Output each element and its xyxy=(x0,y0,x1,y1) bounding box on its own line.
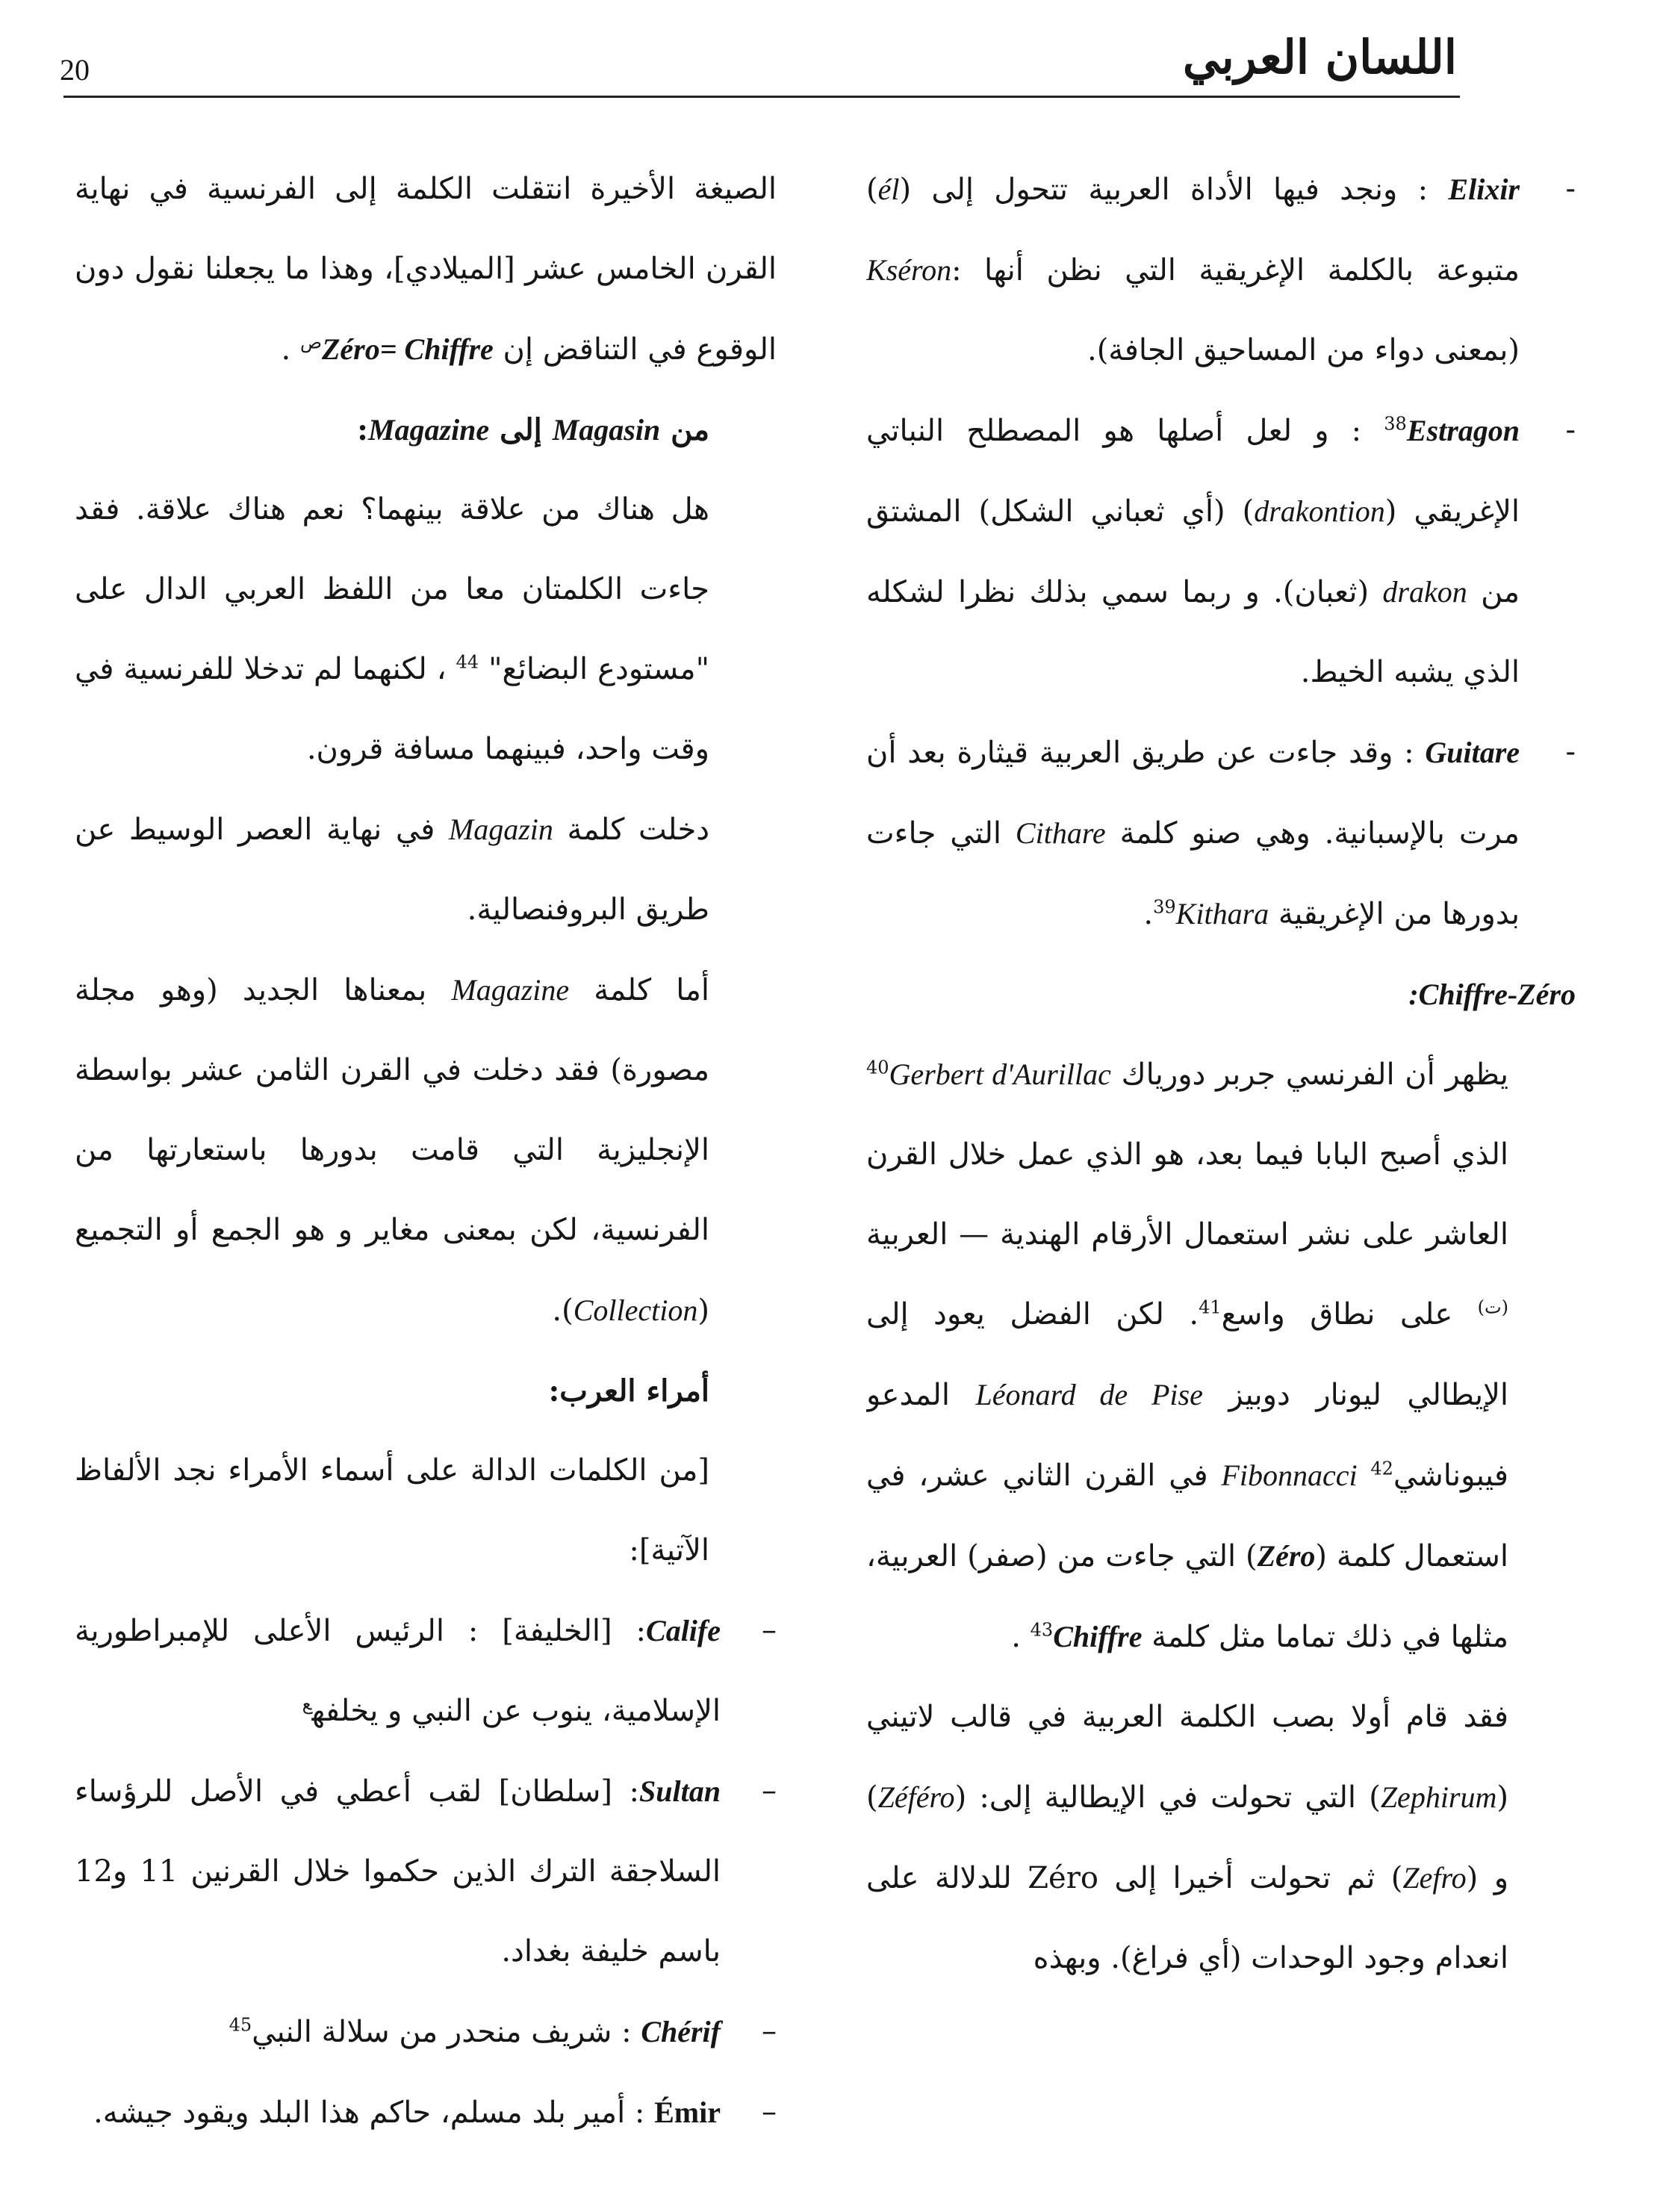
term-leonard: Léonard de Pise xyxy=(975,1378,1203,1411)
entry-elixir xyxy=(866,149,1576,391)
term-zefero: Zéféro xyxy=(877,1780,955,1814)
entry-emir xyxy=(75,2072,777,2153)
footnote-mark: ع xyxy=(302,1693,312,1715)
entry-text: ) متبوعة بالكلمة الإغريقية التي نظن أنها : xyxy=(866,173,1520,288)
footnote-ref: 40 xyxy=(866,1057,889,1078)
term-magazin: Magazin xyxy=(448,813,553,846)
entry-text: : شريف منحدر من سلالة النبي xyxy=(252,2015,641,2049)
page-number: 20 xyxy=(60,53,90,87)
paragraph-relation xyxy=(75,470,777,789)
term-fibonnacci: Fibonnacci xyxy=(1221,1458,1358,1492)
list-dash: - xyxy=(1565,172,1576,206)
paragraph-text: . لكن الفضل يعود إلى الإيطالي ليونار دوبيز xyxy=(866,1297,1508,1412)
term-drakontion: drakontion xyxy=(1254,494,1385,528)
term-cithare: Cithare xyxy=(1015,816,1106,850)
section-heading-magasin xyxy=(75,390,777,470)
paragraph-text: يظهر أن الفرنسي جربر دورياك xyxy=(1110,1057,1508,1092)
term-kseron: Kséron xyxy=(866,253,952,287)
list-dash: - xyxy=(1565,735,1576,769)
entry-text: : [الخليفة] : الرئيس الأعلى للإمبراطورية الإسلامية، ينوب عن النبي و يخلفه xyxy=(75,1614,721,1728)
paragraph-text: ) التي تحولت في الإيطالية إلى: ( xyxy=(954,1780,1381,1815)
term-elixir: Elixir xyxy=(1448,173,1520,206)
entry-text: : و لعل أصلها هو المصطلح النباتي الإغريقي ( xyxy=(866,414,1520,529)
paragraph-text: ، لكنهما لم تدخلا للفرنسية في وقت واحد، فبينهما مسافة قرون. xyxy=(75,652,709,766)
paragraph-text: . xyxy=(281,332,300,367)
section-heading-chiffre-zero xyxy=(866,954,1576,1034)
paragraph-zephirum xyxy=(866,1677,1576,1998)
footnote-ref: 43 xyxy=(1030,1619,1054,1641)
list-dash: – xyxy=(762,1613,777,1647)
entry-text: (بمعنى دواء من المساحيق الجافة). xyxy=(1087,333,1520,367)
term-zephirum: Zephirum xyxy=(1380,1780,1497,1814)
paragraph-text: الصيغة الأخيرة انتقلت الكلمة إلى الفرنسية في نهاية القرن الخامس عشر [الميلادي]، وهذا ما يجعلنا نقول دون الوقوع في التناقض إن xyxy=(75,172,777,367)
entry-text: : أمير بلد مسلم، حاكم هذا البلد ويقود جيشه. xyxy=(93,2096,655,2130)
paragraph-continuation xyxy=(75,149,777,390)
footnote-ref: 39 xyxy=(1153,896,1176,918)
paragraph-text: . xyxy=(1011,1620,1031,1654)
term-formula: Zéro= Chiffre xyxy=(321,332,494,366)
paragraph-text: في القرن الثاني عشر، في استعمال كلمة ( xyxy=(866,1458,1509,1573)
paragraph-text: دخلت كلمة xyxy=(553,813,710,847)
entry-text: ) (أي ثعباني الشكل) المشتق من xyxy=(866,494,1520,609)
footnote-mark: (ت) xyxy=(1477,1296,1508,1318)
paragraph-text: ) و ( xyxy=(866,1780,1509,1895)
entry-text: التي جاءت بدورها من الإغريقية xyxy=(866,816,1520,931)
paragraph-text: هل هناك من علاقة بينهما؟ نعم هناك علاقة. فقد جاءت الكلمتان معا من اللفظ العربي الدال على "مستودع البضائع" xyxy=(75,492,709,686)
paragraph-text: على نطاق واسع xyxy=(1221,1297,1478,1332)
footnote-ref: 41 xyxy=(1199,1296,1222,1318)
term-chiffre: Chiffre xyxy=(1053,1620,1143,1653)
footnote-ref: 44 xyxy=(456,651,479,673)
term-calife: Calife xyxy=(646,1614,721,1647)
paragraph-text: ) ثم تحولت أخيرا إلى xyxy=(1098,1861,1403,1895)
term-sultan: Sultan xyxy=(639,1774,721,1808)
entry-sultan xyxy=(75,1751,777,1992)
paragraph-magazin xyxy=(75,789,777,950)
paragraph-umara-intro: [من الكلمات الدالة على أسماء الأمراء نجد الألفاظ الآتية]: xyxy=(75,1453,709,1568)
paragraph-text: ) التي جاءت من (صفر) العربية، مثلها في ذلك تماما مثل كلمة xyxy=(866,1539,1508,1654)
footnote-ref: 42 xyxy=(1370,1458,1393,1479)
list-dash: - xyxy=(1565,413,1576,447)
page-header xyxy=(0,0,1666,105)
paragraph-text: في نهاية العصر الوسيط عن طريق البروفنصالية. xyxy=(75,813,709,927)
paragraph-magazine xyxy=(75,950,777,1351)
footnote-mark: ص xyxy=(299,332,322,353)
entry-text: : ونجد فيها الأداة العربية تتحول إلى ( xyxy=(899,173,1449,207)
footnote-ref: 38 xyxy=(1384,413,1407,435)
footnote-ref: 45 xyxy=(229,2014,252,2036)
list-dash: – xyxy=(762,2014,777,2048)
heading-text: إلى xyxy=(489,412,553,447)
header-rule xyxy=(63,96,1460,98)
paragraph-text: للدلالة على انعدام وجود الوحدات (أي فراغ). وبهذه xyxy=(866,1861,1508,1975)
entry-text: (ثعبان). و ربما سمي بذلك نظرا لشكله الذي يشبه الخيط. xyxy=(866,575,1520,689)
heading-text: :Chiffre-Zéro xyxy=(1408,978,1576,1011)
list-dash: – xyxy=(762,2095,777,2129)
term-kithara: Kithara xyxy=(1175,897,1269,931)
paragraph-text: ). xyxy=(552,1293,574,1328)
term-magazine-2: Magazine xyxy=(451,973,570,1007)
term-magazine: Magazine xyxy=(367,413,490,447)
paragraph-text: أما كلمة xyxy=(569,973,710,1007)
term-drakon: drakon xyxy=(1382,575,1467,609)
entry-text: : وقد جاءت عن طريق العربية قيثارة بعد أن مرت بالإسبانية. وهي صنو كلمة xyxy=(866,736,1520,851)
entry-calife xyxy=(75,1591,777,1751)
term-zefro: Zefro xyxy=(1402,1861,1467,1895)
entry-estragon xyxy=(866,391,1576,712)
entry-text: : [سلطان] لقب أعطي في الأصل للرؤساء السلاجقة الترك الذين حكموا خلال القرنين 11 و12 باسم خليفة بغداد. xyxy=(75,1774,721,1969)
term-magasin: Magasin xyxy=(552,413,661,447)
paragraph-text: الذي أصبح البابا فيما بعد، هو الذي عمل خلال القرن العاشر على نشر استعمال الأرقام الهندية — العربية xyxy=(866,1137,1508,1252)
paragraph-text: بمعناها الجديد (وهو مجلة مصورة) فقد دخلت في القرن الثامن عشر بواسطة الإنجليزية التي قامت بدورها باستعارتها من الفرنسية، لكن بمعنى مغاير و هو الجمع أو التجميع ( xyxy=(75,973,709,1328)
entry-text: . xyxy=(1143,897,1154,931)
paragraph-gerbert xyxy=(866,1034,1576,1677)
entry-cherif xyxy=(75,1992,777,2072)
term-zero-plain: Zéro xyxy=(1028,1861,1098,1895)
term-zero: Zéro xyxy=(1257,1539,1316,1573)
term-el: él xyxy=(877,173,900,206)
left-column xyxy=(75,149,777,2166)
term-guitare: Guitare xyxy=(1425,736,1520,769)
journal-title: اللسان العربي xyxy=(1182,30,1457,84)
paragraph-text: المدعو فيبوناشي xyxy=(866,1378,1509,1493)
heading-text: من xyxy=(660,412,709,447)
section-heading-umara: أمراء العرب: xyxy=(548,1373,709,1408)
heading-text: : xyxy=(357,412,368,447)
paragraph-text: فقد قام أولا بصب الكلمة العربية في قالب لاتيني ( xyxy=(866,1700,1508,1815)
term-cherif: Chérif xyxy=(641,2015,721,2048)
term-collection: Collection xyxy=(573,1293,698,1327)
list-dash: – xyxy=(762,1774,777,1808)
term-gerbert: Gerbert d'Aurillac xyxy=(889,1057,1111,1091)
entry-guitare xyxy=(866,712,1576,954)
term-emir: Émir xyxy=(654,2096,721,2129)
term-estragon: Estragon xyxy=(1406,414,1520,447)
right-column xyxy=(866,149,1576,2166)
